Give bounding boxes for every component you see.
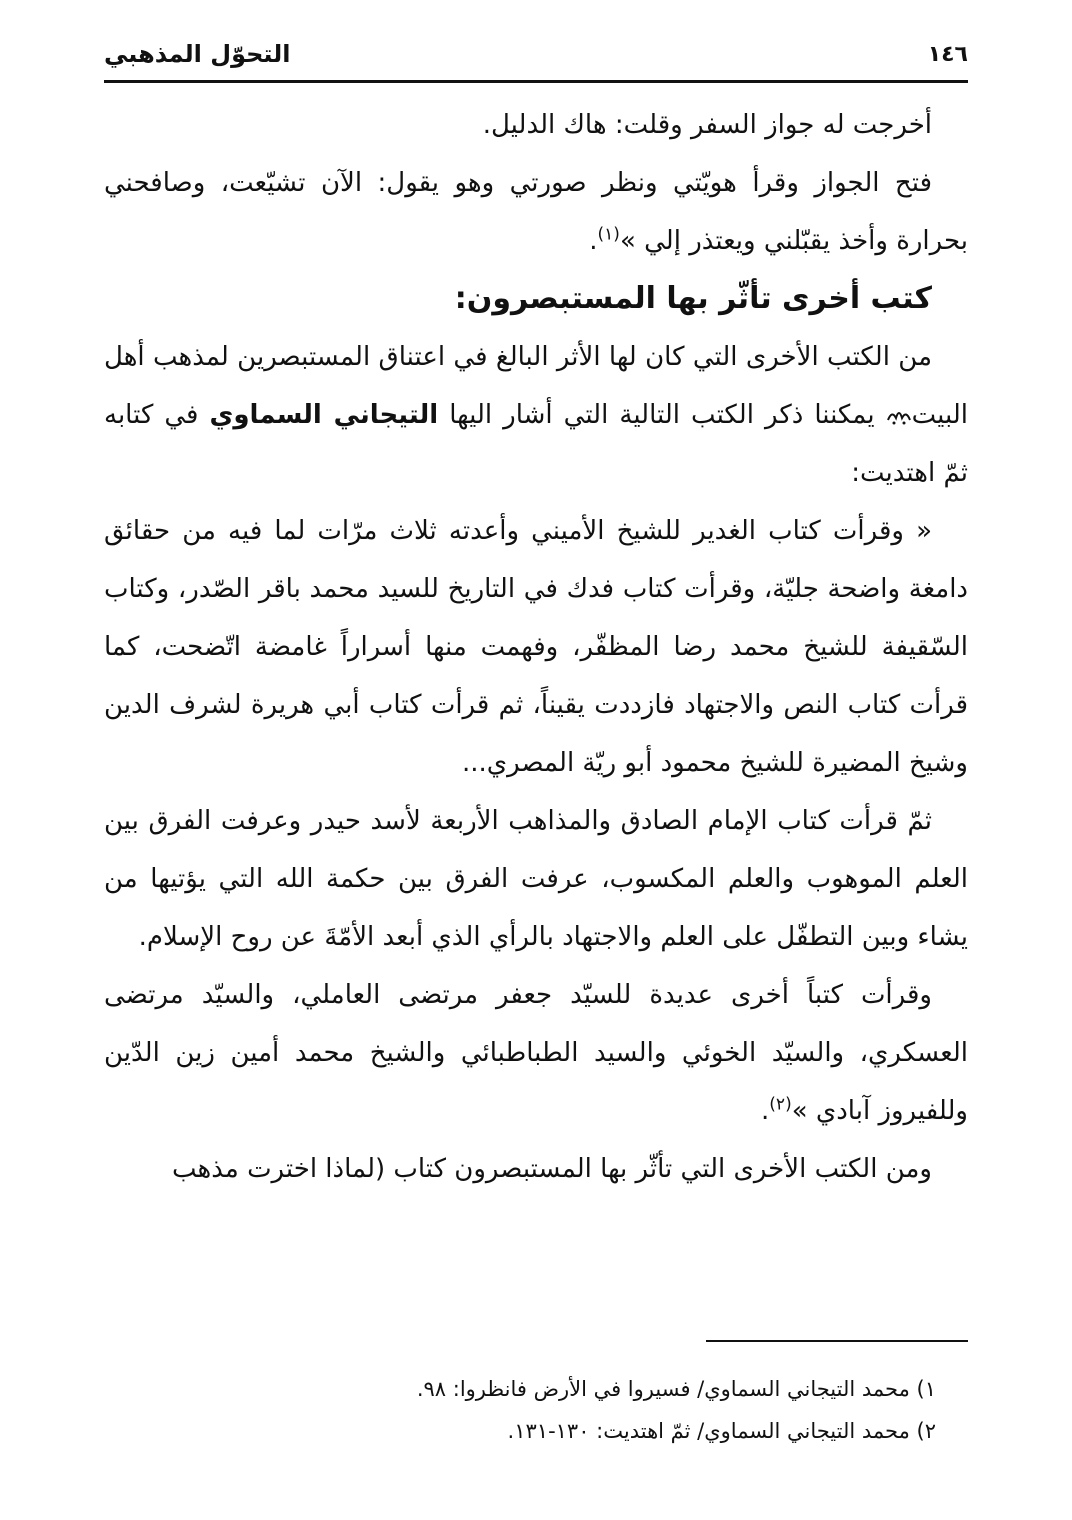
paragraph-intro: [104, 328, 968, 502]
other-books-text: وقرأت كتباً أخرى عديدة للسيّد جعفر مرتضى العاملي، والسيّد مرتضى العسكري، والسيّد الخوئي والسيد الطباطبائي والشيخ محمد أمين زين الدّين وللفيروز آبادي »: [104, 980, 968, 1126]
quote-paragraph-imam-sadiq: ثمّ قرأت كتاب الإمام الصادق والمذاهب الأربعة لأسد حيدر وعرفت الفرق بين العلم الموهوب والعلم المكسوب، عرفت الفرق بين حكمة الله التي يؤتيها من يشاء وبين التطفّل على العلم والاجتهاد بالرأي الذي أبعد الأمّةَ عن روح الإسلام.: [104, 806, 968, 952]
paragraph-embrace-end: .: [589, 226, 598, 256]
page-number: ١٤٦: [927, 42, 968, 67]
paragraph-embrace: [104, 154, 968, 270]
paragraph-passport: أخرجت له جواز السفر وقلت: هاك الدليل.: [482, 110, 932, 140]
footnote-divider: [706, 1340, 968, 1342]
intro-start: من الكتب الأخرى التي كان لها الأثر البالغ في اعتناق المستبصرين لمذهب أهل البيت: [104, 342, 968, 430]
honorific-glyph: [886, 406, 912, 426]
footnotes: [104, 1368, 936, 1452]
running-header: [104, 40, 968, 83]
section-heading: كتب أخرى تأثّر بها المستبصرون:: [454, 281, 932, 316]
main-text: [104, 96, 968, 1198]
intro-middle: يمكننا ذكر الكتب التالية التي أشار اليها: [438, 400, 886, 430]
paragraph-embrace-text: فتح الجواز وقرأ هويّتي ونظر صورتي وهو يقول: الآن تشيّعت، وصافحني بحرارة وأخذ يقبّلني ويعتذر إلي »: [104, 168, 968, 256]
footnote-2: ٢) محمد التيجاني السماوي/ ثمّ اهتديت: ١٣٠-١٣١.: [507, 1419, 936, 1443]
intro-end: في كتابه ثمّ اهتديت:: [104, 400, 968, 488]
author-name: التيجاني السماوي: [209, 400, 439, 430]
quote-paragraph-other-books: [104, 966, 968, 1140]
quote-paragraph-ghadir: « وقرأت كتاب الغدير للشيخ الأميني وأعدته ثلاث مرّات لما فيه من حقائق دامغة واضحة جليّة، وقرأت كتاب فدك في التاريخ للسيد محمد باقر الصّدر، وكتاب السّقيفة للشيخ محمد رضا المظفّر، وفهمت منها أسراراً غامضة اتّضحت، كما قرأت كتاب النص والاجتهاد فازددت يقيناً، ثم قرأت كتاب أبي هريرة لشرف الدين وشيخ المضيرة للشيخ محمود أبو ريّة المصري...: [104, 516, 968, 778]
footnote-1: ١) محمد التيجاني السماوي/ فسيروا في الأرض فانظروا: ٩٨.: [416, 1377, 936, 1401]
footnote-ref-1[interactable]: (١): [597, 224, 620, 245]
running-title: التحوّل المذهبي: [104, 40, 291, 68]
footnote-ref-2[interactable]: (٢): [769, 1094, 792, 1115]
paragraph-why-choose: ومن الكتب الأخرى التي تأثّر بها المستبصرون كتاب (لماذا اخترت مذهب: [172, 1154, 932, 1184]
other-books-end: .: [761, 1096, 770, 1126]
